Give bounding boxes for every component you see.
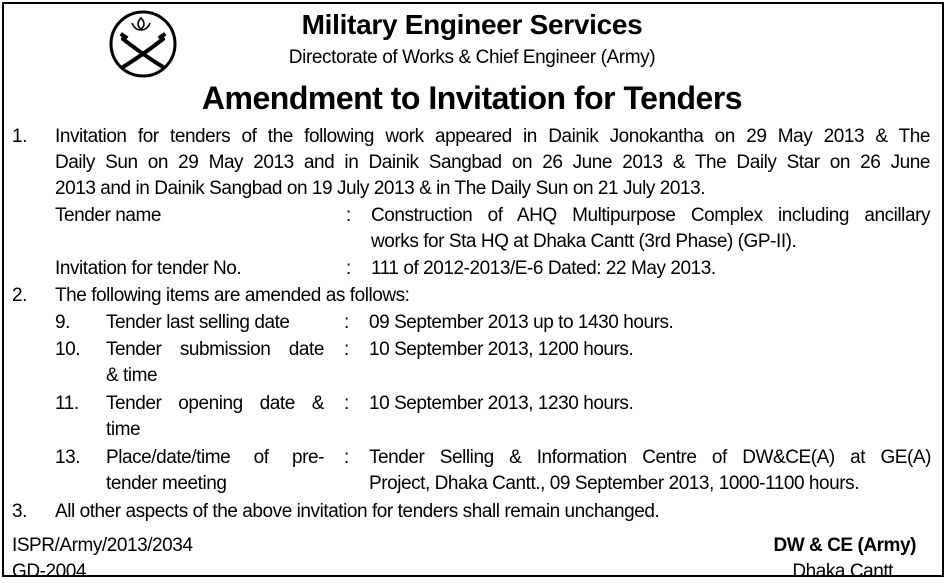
item-label: Place/date/time of pre- xyxy=(106,447,324,468)
ispr-reference: ISPR/Army/2013/2034 xyxy=(12,535,193,556)
para-1-line-3: 2013 and in Dainik Sangbad on 19 July 2013 & in The Daily Sun on 21 July 2013. xyxy=(55,178,706,199)
item-colon: : xyxy=(344,393,349,414)
item-label: Tender opening date & xyxy=(106,393,324,414)
itt-colon: : xyxy=(346,258,351,279)
tender-name-colon: : xyxy=(346,205,351,226)
item-number: 11. xyxy=(55,393,79,414)
item-label: Tender last selling date xyxy=(106,312,290,333)
issuing-authority: DW & CE (Army) xyxy=(773,535,916,556)
item-colon: : xyxy=(344,339,349,360)
item-number: 13. xyxy=(55,447,81,468)
item-value: Tender Selling & Information Centre of DW&CE(A) at GE(A) xyxy=(369,447,931,468)
org-subtitle: Directorate of Works & Chief Engineer (Army) xyxy=(288,47,656,68)
para-1-line-2: Daily Sun on 29 May 2013 and in Dainik Sangbad on 26 June 2013 & The Daily Star on 26 June xyxy=(55,152,930,173)
item-number: 9. xyxy=(55,312,70,333)
item-label-line-2: & time xyxy=(106,365,158,386)
para-1-number: 1. xyxy=(12,126,27,147)
itt-label: Invitation for tender No. xyxy=(55,258,242,279)
para-3-number: 3. xyxy=(12,501,27,522)
item-value: 10 September 2013, 1230 hours. xyxy=(369,393,634,414)
tender-name-label: Tender name xyxy=(55,205,161,226)
tender-name-value-line-1: Construction of AHQ Multipurpose Complex including ancillary xyxy=(371,205,930,226)
tender-name-value-line-2: works for Sta HQ at Dhaka Cantt (3rd Phase) (GP-II). xyxy=(371,231,797,252)
item-value-line-2: Project, Dhaka Cantt., 09 September 2013, 1000-1100 hours. xyxy=(369,473,860,494)
page-title: Amendment to Invitation for Tenders xyxy=(201,80,743,116)
org-name: Military Engineer Services xyxy=(301,9,643,40)
itt-value: 111 of 2012-2013/E-6 Dated: 22 May 2013. xyxy=(371,258,716,279)
item-label: Tender submission date xyxy=(106,339,324,360)
gd-reference: GD-2004 xyxy=(12,561,86,582)
para-3-text: All other aspects of the above invitation for tenders shall remain unchanged. xyxy=(55,501,660,522)
item-value: 10 September 2013, 1200 hours. xyxy=(369,339,634,360)
item-colon: : xyxy=(344,447,349,468)
item-label-line-2: time xyxy=(106,419,141,440)
item-colon: : xyxy=(344,312,349,333)
item-value: 09 September 2013 up to 1430 hours. xyxy=(369,312,674,333)
item-label-line-2: tender meeting xyxy=(106,473,227,494)
issuing-place: Dhaka Cantt xyxy=(792,561,893,582)
para-1-line-1: Invitation for tenders of the following work appeared in Dainik Jonokantha on 29 May 2013 & The xyxy=(55,126,930,147)
para-2-intro: The following items are amended as follows: xyxy=(55,285,410,306)
para-2-number: 2. xyxy=(12,285,27,306)
item-number: 10. xyxy=(55,339,81,360)
